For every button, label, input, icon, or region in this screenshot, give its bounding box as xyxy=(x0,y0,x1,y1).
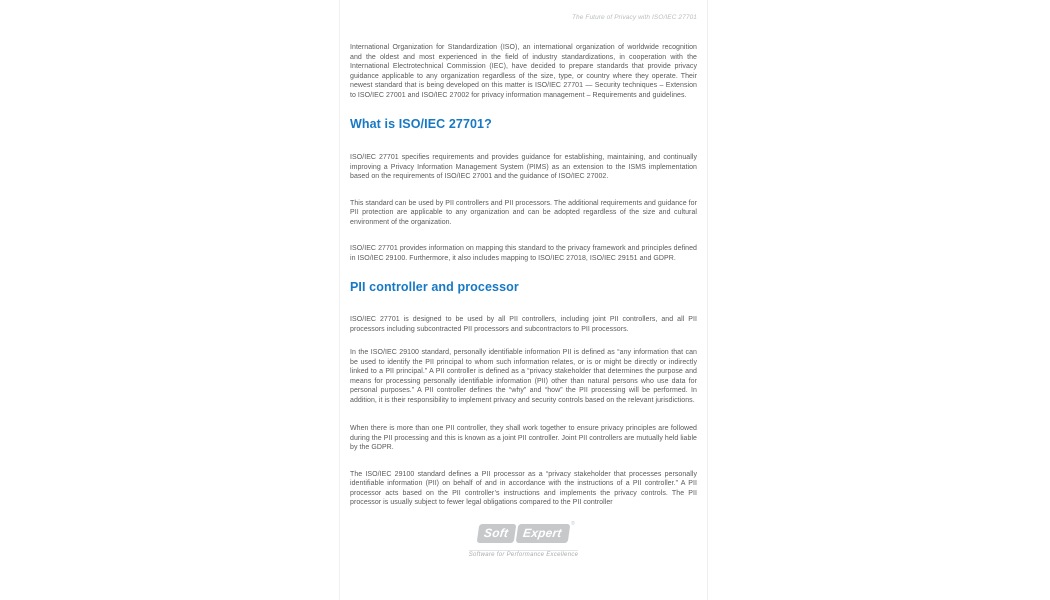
paragraph: When there is more than one PII controller, they shall work together to ensure privacy principles are followed during the PII processing and this is known as a joint PII controller. Joint PII controllers are mutually held liable by the GDPR. xyxy=(350,425,697,451)
intro-paragraph: International Organization for Standardization (ISO), an international organization of worldwide recognition and the oldest and most experienced in the field of industry standardizations, in cooperation with the International Electrotechnical Commission (IEC), have decided to prepare standards that provide privacy guidance applicable to any organization regardless of the size, type, or country where they operate. Their newest standard that is being developed on this matter is ISO/IEC 27701 — Security techniques – Extension to ISO/IEC 27001 and ISO/IEC 27002 for privacy information management – Requirements and guidelines. xyxy=(350,44,697,99)
logo-expert-block: Expert xyxy=(516,524,570,543)
paragraph: This standard can be used by PII controllers and PII processors. The additional requirements and guidance for PII protection are applicable to any organization and can be adopted regardless of the size and cultural environment of the organization. xyxy=(350,199,697,226)
softexpert-logo-wordmark xyxy=(478,520,575,543)
paragraph: ISO/IEC 27701 provides information on mapping this standard to the privacy framework and principles defined in ISO/IEC 29100. Furthermore, it also includes mapping to ISO/IEC 27018, ISO/IEC 29151 and GDPR. xyxy=(350,245,697,262)
section-heading-what-is-iso-27701: What is ISO/IEC 27701? xyxy=(350,117,492,131)
logo-soft-block: Soft xyxy=(477,524,517,543)
section-heading-pii-controller-processor: PII controller and processor xyxy=(350,280,519,294)
softexpert-logo xyxy=(350,520,697,561)
logo-tagline: Software for Performance Excellence xyxy=(468,551,579,558)
paragraph: ISO/IEC 27701 specifies requirements and provides guidance for establishing, maintaining, and continually improving a Privacy Information Management System (PIMS) as an extension to the ISMS implementation based on the requirements of ISO/IEC 27001 and the guidance of ISO/IEC 27002. xyxy=(350,154,697,180)
paragraph: ISO/IEC 27701 is designed to be used by all PII controllers, including joint PII controllers, and all PII processors including subcontracted PII processors and subcontractors to PII processors. xyxy=(350,316,697,333)
registered-trademark-icon: ® xyxy=(571,520,575,527)
paragraph: The ISO/IEC 29100 standard defines a PII processor as a “privacy stakeholder that processes personally identifiable information (PII) on behalf of and in accordance with the instructions of a PII controller.” A PII processor acts based on the PII controller’s instructions and implements the privacy controls. The PII processor is usually subject to fewer legal obligations compared to the PII controller xyxy=(350,470,697,506)
running-header: The Future of Privacy with ISO/IEC 27701 xyxy=(571,14,697,21)
paragraph: In the ISO/IEC 29100 standard, personally identifiable information PII is defined as “any information that can be used to identify the PII principal to whom such information relates, or is or might be directly or indirectly linked to a PII principal.” A PII controller is defined as a “privacy stakeholder that determines the purpose and means for processing personally identifiable information (PII) other than natural persons who use data for personal purposes.” A PII controller defines the “why” and “how” the PII processing will be performed. In addition, it is their responsibility to implement privacy and security controls based on the relevant jurisdictions. xyxy=(350,349,697,404)
document-page xyxy=(339,0,708,600)
